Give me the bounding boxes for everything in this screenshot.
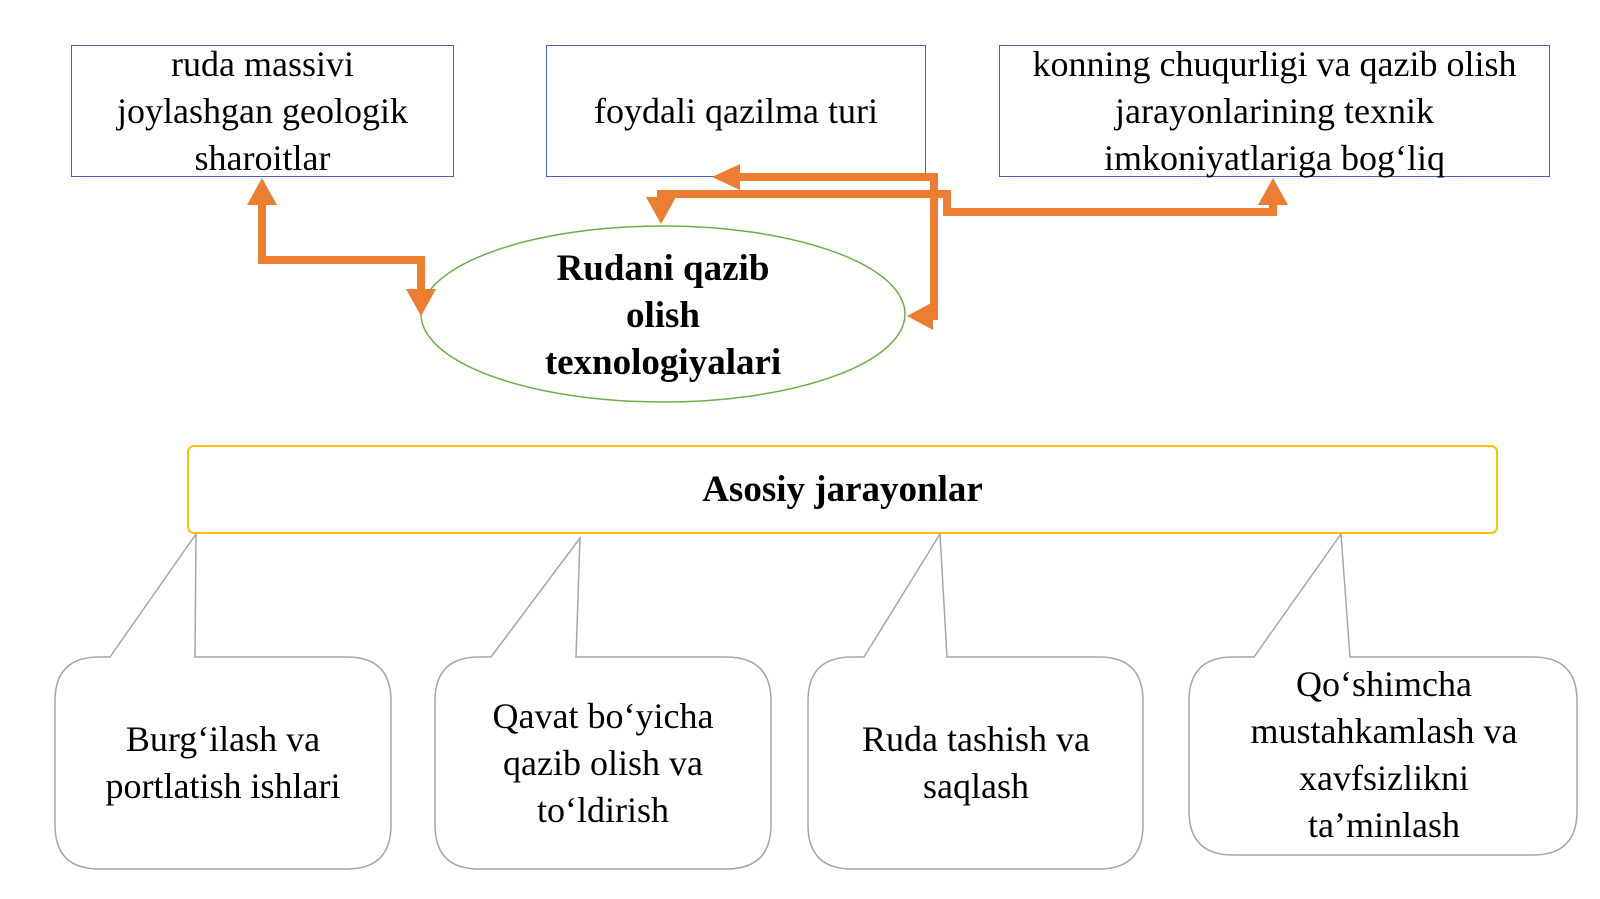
top-box-label: ruda massivi joylashgan geologik sharoitlar <box>117 43 408 178</box>
main-bar-text: Asosiy jarayonlar <box>702 469 983 510</box>
arrowhead-up-box1 <box>247 178 277 205</box>
arrowhead-left-box2 <box>712 164 740 190</box>
center-ellipse-label: Rudani qazib olish texnologiyalari <box>544 248 782 383</box>
arrow-left-connector <box>262 200 421 290</box>
top-box-label: konning chuqurligi va qazib olish jarayonlarining texnik imkoniyatlariga bog‘liq <box>1032 43 1517 178</box>
arrowhead-up-box3 <box>1258 178 1288 205</box>
top-box-label: foydali qazilma turi <box>594 90 878 131</box>
process-text: Ruda tashish va saqlash <box>862 719 1090 806</box>
arrowhead-down-ellipse-top <box>646 197 676 224</box>
arrowhead-left-ellipse-right <box>907 302 933 330</box>
arrowhead-down-ellipse-left <box>406 289 436 316</box>
arrow-right-connector <box>661 194 1273 212</box>
process-text: Qo‘shimcha mustahkamlash va xavfsizlikni ta’minlash <box>1250 664 1518 845</box>
process-text: Qavat bo‘yicha qazib olish va to‘ldirish <box>492 695 714 830</box>
process-text: Burg‘ilash va portlatish ishlari <box>105 719 341 806</box>
